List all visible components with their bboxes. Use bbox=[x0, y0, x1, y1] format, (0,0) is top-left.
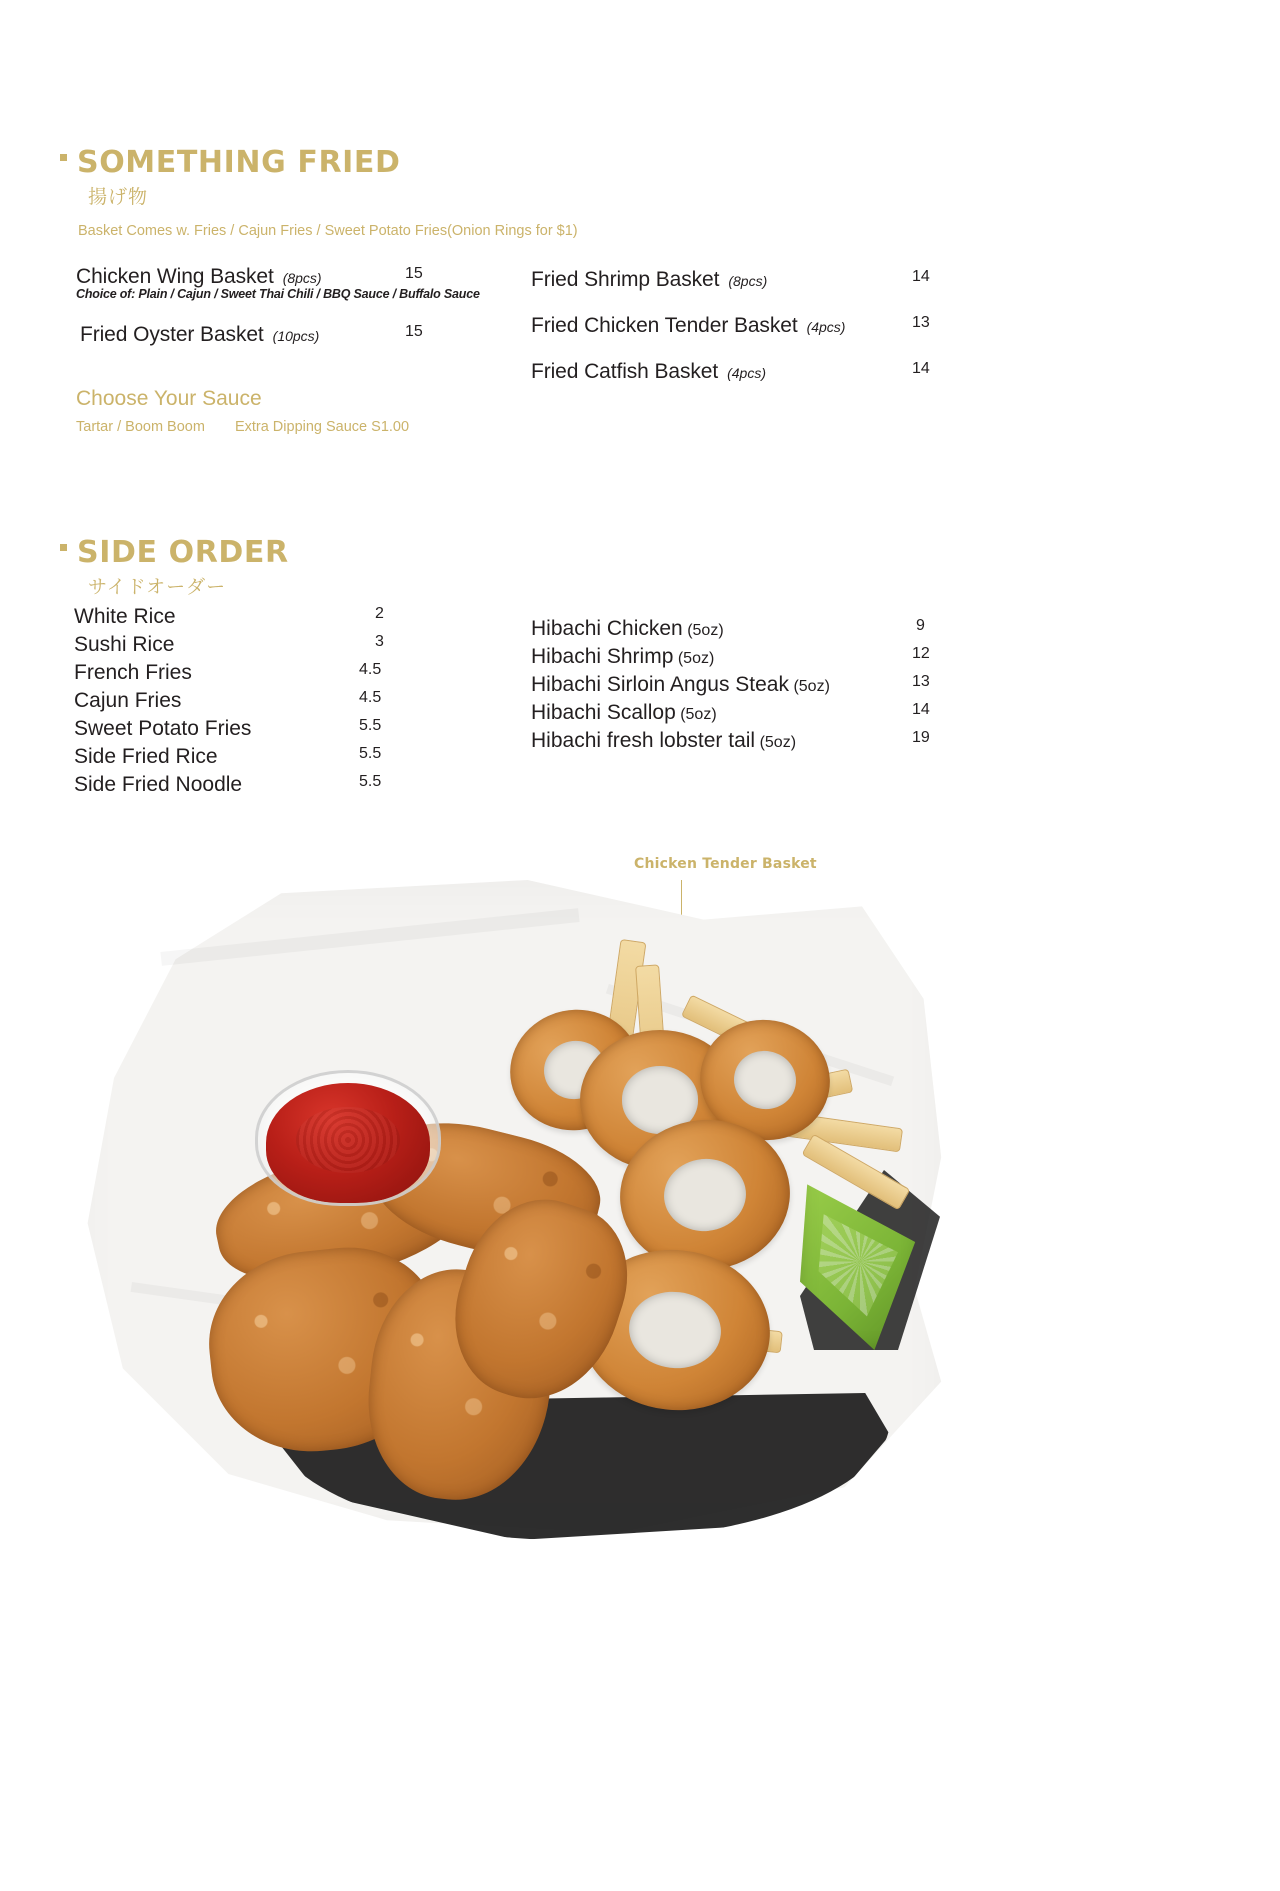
item-name: Hibachi fresh lobster tail bbox=[531, 729, 756, 752]
square-bullet-icon bbox=[60, 154, 67, 161]
item-name: Fried Shrimp Basket bbox=[531, 268, 720, 291]
sauce-options: Tartar / Boom Boom bbox=[76, 419, 205, 435]
square-bullet-icon bbox=[60, 544, 67, 551]
menu-item[interactable] bbox=[531, 645, 951, 673]
section-heading-row bbox=[60, 535, 289, 570]
section-subtitle-japanese: サイドオーダー bbox=[88, 577, 227, 598]
item-quantity: (5oz) bbox=[759, 734, 797, 751]
item-quantity: (8pcs) bbox=[728, 273, 768, 289]
item-price: 2 bbox=[375, 605, 384, 622]
item-name: Fried Chicken Tender Basket bbox=[531, 314, 798, 337]
item-price: 5.5 bbox=[359, 745, 382, 762]
menu-item[interactable] bbox=[76, 265, 476, 289]
item-price: 14 bbox=[912, 701, 930, 718]
menu-item[interactable] bbox=[531, 617, 951, 645]
item-price: 15 bbox=[405, 323, 423, 340]
photo-caption: Chicken Tender Basket bbox=[634, 856, 817, 872]
item-price: 13 bbox=[912, 673, 930, 690]
item-quantity: (4pcs) bbox=[727, 365, 766, 381]
sauce-extra-charge: Extra Dipping Sauce S1.00 bbox=[234, 419, 410, 435]
sauce-cup bbox=[255, 1070, 441, 1206]
item-name: Chicken Wing Basket bbox=[76, 265, 274, 288]
section-title: SIDE ORDER bbox=[77, 535, 289, 570]
section-note: Basket Comes w. Fries / Cajun Fries / Sweet Potato Fries(Onion Rings for $1) bbox=[78, 223, 578, 239]
item-quantity: (5oz) bbox=[677, 650, 715, 667]
item-name: Side Fried Rice bbox=[74, 745, 218, 768]
item-name: Hibachi Chicken bbox=[531, 617, 683, 640]
side-order-right-column bbox=[531, 617, 951, 757]
item-price: 15 bbox=[405, 265, 423, 282]
item-price: 14 bbox=[912, 268, 930, 285]
item-price: 5.5 bbox=[359, 717, 382, 734]
menu-item[interactable] bbox=[531, 729, 951, 757]
item-name: White Rice bbox=[74, 605, 176, 628]
item-price: 14 bbox=[912, 360, 930, 377]
menu-item[interactable] bbox=[531, 268, 951, 292]
item-name: Sushi Rice bbox=[74, 633, 175, 656]
section-side-order bbox=[60, 535, 289, 599]
menu-item[interactable] bbox=[74, 605, 414, 633]
menu-item[interactable] bbox=[531, 314, 951, 338]
section-heading-row bbox=[60, 145, 578, 180]
sauce-block bbox=[76, 387, 476, 435]
item-price: 13 bbox=[912, 314, 930, 331]
item-price: 4.5 bbox=[359, 689, 382, 706]
item-name: Side Fried Noodle bbox=[74, 773, 243, 796]
item-name: Fried Oyster Basket bbox=[80, 323, 264, 346]
section-title: SOMETHING FRIED bbox=[77, 145, 401, 180]
item-quantity: (5oz) bbox=[687, 622, 724, 639]
fried-left-column bbox=[76, 265, 480, 435]
section-something-fried bbox=[60, 145, 578, 239]
menu-item[interactable] bbox=[74, 717, 414, 745]
sauce-title: Choose Your Sauce bbox=[76, 387, 262, 410]
ketchup-sauce bbox=[266, 1083, 430, 1203]
item-quantity: (5oz) bbox=[793, 678, 830, 695]
section-subtitle-japanese: 揚げ物 bbox=[88, 187, 149, 208]
menu-item[interactable] bbox=[80, 323, 476, 347]
menu-item[interactable] bbox=[74, 689, 414, 717]
menu-item[interactable] bbox=[74, 661, 414, 689]
item-price: 12 bbox=[912, 645, 930, 662]
item-name: Hibachi Scallop bbox=[531, 701, 676, 724]
item-quantity: (10pcs) bbox=[272, 328, 320, 344]
item-quantity: (5oz) bbox=[680, 706, 717, 723]
item-name: French Fries bbox=[74, 661, 192, 684]
menu-item[interactable] bbox=[531, 701, 951, 729]
fried-right-column bbox=[531, 268, 951, 384]
menu-item[interactable] bbox=[74, 745, 414, 773]
item-quantity: (4pcs) bbox=[806, 319, 846, 335]
sauce-options-row bbox=[76, 419, 476, 435]
menu-item[interactable] bbox=[531, 360, 951, 384]
item-price: 3 bbox=[375, 633, 384, 650]
item-price: 9 bbox=[916, 617, 925, 634]
item-quantity: (8pcs) bbox=[282, 270, 322, 286]
item-description: Choice of: Plain / Cajun / Sweet Thai Chili / BBQ Sauce / Buffalo Sauce bbox=[76, 287, 480, 301]
item-name: Fried Catfish Basket bbox=[531, 360, 719, 383]
menu-item[interactable] bbox=[74, 633, 414, 661]
item-price: 19 bbox=[912, 729, 930, 746]
item-name: Sweet Potato Fries bbox=[74, 717, 252, 740]
menu-item[interactable] bbox=[74, 773, 414, 801]
food-photo bbox=[40, 870, 970, 1570]
item-price: 5.5 bbox=[359, 773, 382, 790]
item-name: Hibachi Shrimp bbox=[531, 645, 674, 668]
item-name: Hibachi Sirloin Angus Steak bbox=[531, 673, 789, 696]
menu-item[interactable] bbox=[531, 673, 951, 701]
side-order-left-column bbox=[74, 605, 414, 801]
item-price: 4.5 bbox=[359, 661, 382, 678]
item-name: Cajun Fries bbox=[74, 689, 182, 712]
